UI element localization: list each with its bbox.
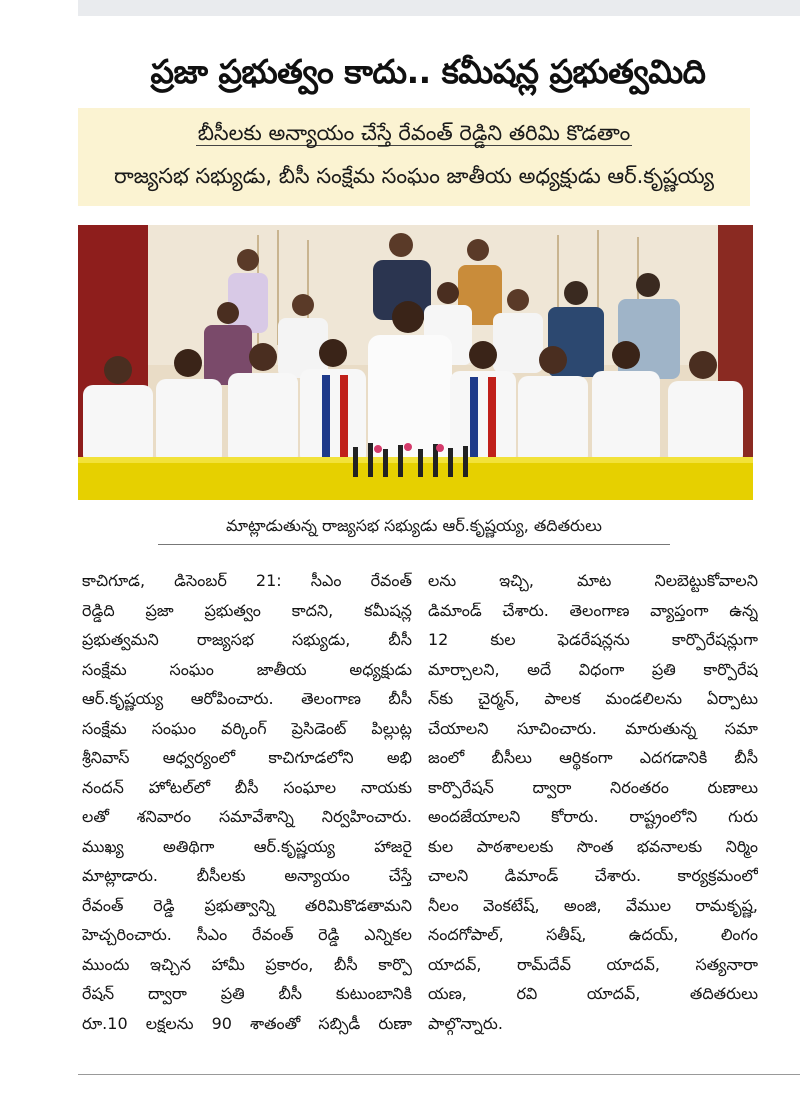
article-line: హెచ్చరించారు. సీఎం రేవంత్ రెడ్డి ఎన్నికల bbox=[82, 925, 412, 944]
article-line: ఆర్.కృష్ణయ్య ఆరోపించారు. తెలంగాణ బీసీ bbox=[82, 689, 412, 708]
article-line: రేవంత్ రెడ్డి ప్రభుత్వాన్ని తరిమికొడతామని bbox=[82, 895, 412, 915]
article-line: పాల్గొన్నారు. bbox=[428, 1013, 503, 1033]
top-band bbox=[78, 0, 800, 16]
photo-caption: మాట్లాడుతున్న రాజ్యసభ సభ్యుడు ఆర్.కృష్ణయ్య, తదితరులు bbox=[226, 516, 602, 535]
article-line: నీలం వెంకటేష్, అంజి, వేముల రామకృష్ణ, bbox=[428, 895, 758, 915]
article-line: కుల పాఠశాలలకు సొంత భవనాలకు నిర్మిం bbox=[428, 836, 758, 856]
article-line: ముఖ్య అతిథిగా ఆర్.కృష్ణయ్య హాజరై bbox=[82, 836, 412, 856]
headline: ప్రజా ప్రభుత్వం కాదు.. కమీషన్ల ప్రభుత్వమిది bbox=[150, 52, 706, 91]
bottom-rule bbox=[78, 1074, 800, 1075]
article-line: లను ఇచ్చి, మాట నిలబెట్టుకోవాలని bbox=[428, 571, 758, 590]
article-line: డిమాండ్ చేశారు. తెలంగాణ వ్యాప్తంగా ఉన్న bbox=[428, 600, 758, 620]
article-line: సంక్షేమ సంఘం వర్కింగ్ ప్రెసిడెంట్ పిల్లుట్ల bbox=[82, 718, 412, 738]
article-line: సంక్షేమ సంఘం జాతీయ అధ్యక్షుడు bbox=[82, 659, 412, 679]
news-photo bbox=[78, 225, 753, 500]
article-line: లతో శనివారం సమావేశాన్ని నిర్వహించారు. bbox=[82, 807, 412, 826]
article-line: చాలని డిమాండ్ చేశారు. కార్యక్రమంలో bbox=[428, 866, 758, 885]
subheading-1-text: బీసీలకు అన్యాయం చేస్తే రేవంత్ రెడ్డిని తరిమి కొడతాం bbox=[197, 121, 631, 145]
article-line: 12 కుల ఫెడరేషన్లను కార్పొరేషన్లుగా bbox=[428, 630, 758, 649]
article-line: యణ, రవి యాదవ్, తదితరులు bbox=[428, 984, 758, 1003]
article-line: ప్రభుత్వమని రాజ్యసభ సభ్యుడు, బీసీ bbox=[82, 630, 412, 649]
article-line: మార్చాలని, అదే విధంగా ప్రతి కార్పొరేష bbox=[428, 659, 758, 679]
article-line: రూ.10 లక్షలను 90 శాతంతో సబ్సిడీ రుణా bbox=[82, 1013, 412, 1033]
subheading-2: రాజ్యసభ సభ్యుడు, బీసీ సంక్షేమ సంఘం జాతీయ అధ్యక్షుడు ఆర్.కృష్ణయ్య bbox=[113, 164, 715, 188]
subheading-1 bbox=[78, 118, 750, 148]
article-line: చేయాలని సూచించారు. మారుతున్న సమా bbox=[428, 718, 758, 738]
caption-rule bbox=[158, 544, 670, 545]
article-line: కాచిగూడ, డిసెంబర్ 21: సీఎం రేవంత్ bbox=[82, 571, 412, 590]
article-line: జంలో బీసీలు ఆర్థికంగా ఎదగడానికి బీసీ bbox=[428, 748, 758, 767]
article-line: కార్పొరేషన్ ద్వారా నిరంతరం రుణాలు bbox=[428, 777, 758, 797]
article-line: రెడ్డిది ప్రజా ప్రభుత్వం కాదని, కమీషన్ల bbox=[82, 600, 412, 620]
article-line: నందన్ హోటల్‌లో బీసీ సంఘాల నాయకు bbox=[82, 777, 412, 797]
article-line: ముందు ఇచ్చిన హామీ ప్రకారం, బీసీ కార్పొ bbox=[82, 954, 412, 974]
article-line: అందజేయాలని కోరారు. రాష్ట్రంలోని గురు bbox=[428, 807, 758, 826]
article-line: మాట్లాడారు. బీసీలకు అన్యాయం చేస్తే bbox=[82, 866, 412, 885]
article-column-left bbox=[82, 566, 412, 1038]
article-column-right bbox=[428, 566, 758, 1038]
article-line: న్‌కు చైర్మన్, పాలక మండలిలను ఏర్పాటు bbox=[428, 689, 758, 708]
article-line: రేషన్ ద్వారా ప్రతి బీసీ కుటుంబానికి bbox=[82, 984, 412, 1003]
article-line: శ్రీనివాస్ ఆధ్వర్యంలో కాచిగూడలోని అభి bbox=[82, 748, 412, 767]
article-line: యాదవ్, రామ్‌దేవ్ యాదవ్, సత్యనారా bbox=[428, 954, 758, 974]
article-line: నందగోపాల్, సతీష్, ఉదయ్, లింగం bbox=[428, 925, 758, 944]
